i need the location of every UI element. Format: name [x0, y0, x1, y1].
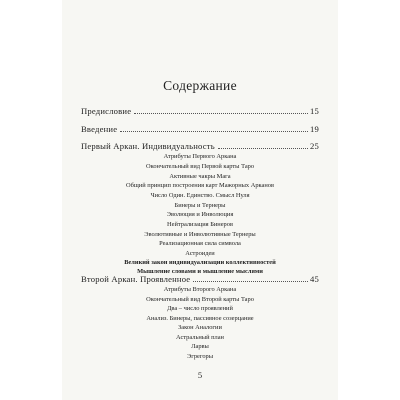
toc-entry-label: Введение	[81, 124, 118, 134]
subsection-item: Ларвы	[191, 343, 209, 350]
subsection-item: Эволютивные и Инволютивные Тернеры	[144, 231, 256, 238]
page-number: 5	[197, 370, 203, 380]
subsection-item: Атрибуты Второго Аркана	[163, 286, 237, 293]
book-page	[62, 0, 338, 400]
toc-entry-page: 45	[310, 274, 319, 284]
subsection-item: Астроидеи	[185, 250, 215, 257]
toc-entry-preface	[81, 106, 319, 116]
subsection-item: Нейтрализация Бинеров	[167, 221, 233, 228]
subsection-item: Мышление словами и мышление мыслями	[137, 268, 263, 275]
subsection-item: Великий закон индивидуализации коллективностей	[124, 259, 276, 266]
dot-leader	[218, 148, 308, 149]
subsection-item: Реализационная сила символа	[159, 240, 241, 247]
subsection-item: Астральный план	[176, 334, 224, 341]
toc-entry-page: 25	[310, 141, 319, 151]
subsection-item: Число Один. Единство. Смысл Нуля	[150, 192, 250, 199]
toc-entry-introduction	[81, 124, 319, 134]
subsection-item: Общий принцип построения карт Мажорных Арканов	[125, 182, 274, 189]
subsection-item: Бинеры и Тернеры	[174, 202, 226, 209]
subsection-item: Окончательный вид Первой карты Таро	[145, 163, 255, 170]
dot-leader	[193, 281, 308, 282]
dot-leader	[134, 113, 308, 114]
toc-entry-label: Второй Аркан. Проявленное	[81, 274, 191, 284]
toc-entry-label: Первый Аркан. Индивидуальность	[81, 141, 215, 151]
toc-entry-label: Предисловие	[81, 106, 132, 116]
subsection-item: Закон Аналогии	[178, 324, 222, 331]
toc-entry-arcana-1	[81, 141, 319, 151]
subsection-item: Атрибуты Первого Аркана	[163, 153, 237, 160]
contents-title: Содержание	[163, 78, 237, 93]
toc-entry-page: 19	[310, 124, 319, 134]
toc-entry-page: 15	[310, 106, 319, 116]
subsection-item: Эволюция и Инволюция	[166, 211, 234, 218]
subsection-item: Окончательный вид Второй карты Таро	[146, 296, 254, 303]
toc-entry-arcana-2	[81, 274, 319, 284]
subsection-item: Активные чакры Мага	[169, 173, 231, 180]
dot-leader	[120, 131, 308, 132]
subsection-item: Два – число проявлений	[167, 305, 233, 312]
subsection-item: Анализ. Бинеры, пассивное созерцание	[146, 315, 254, 322]
subsection-item: Эгрегоры	[186, 353, 214, 360]
